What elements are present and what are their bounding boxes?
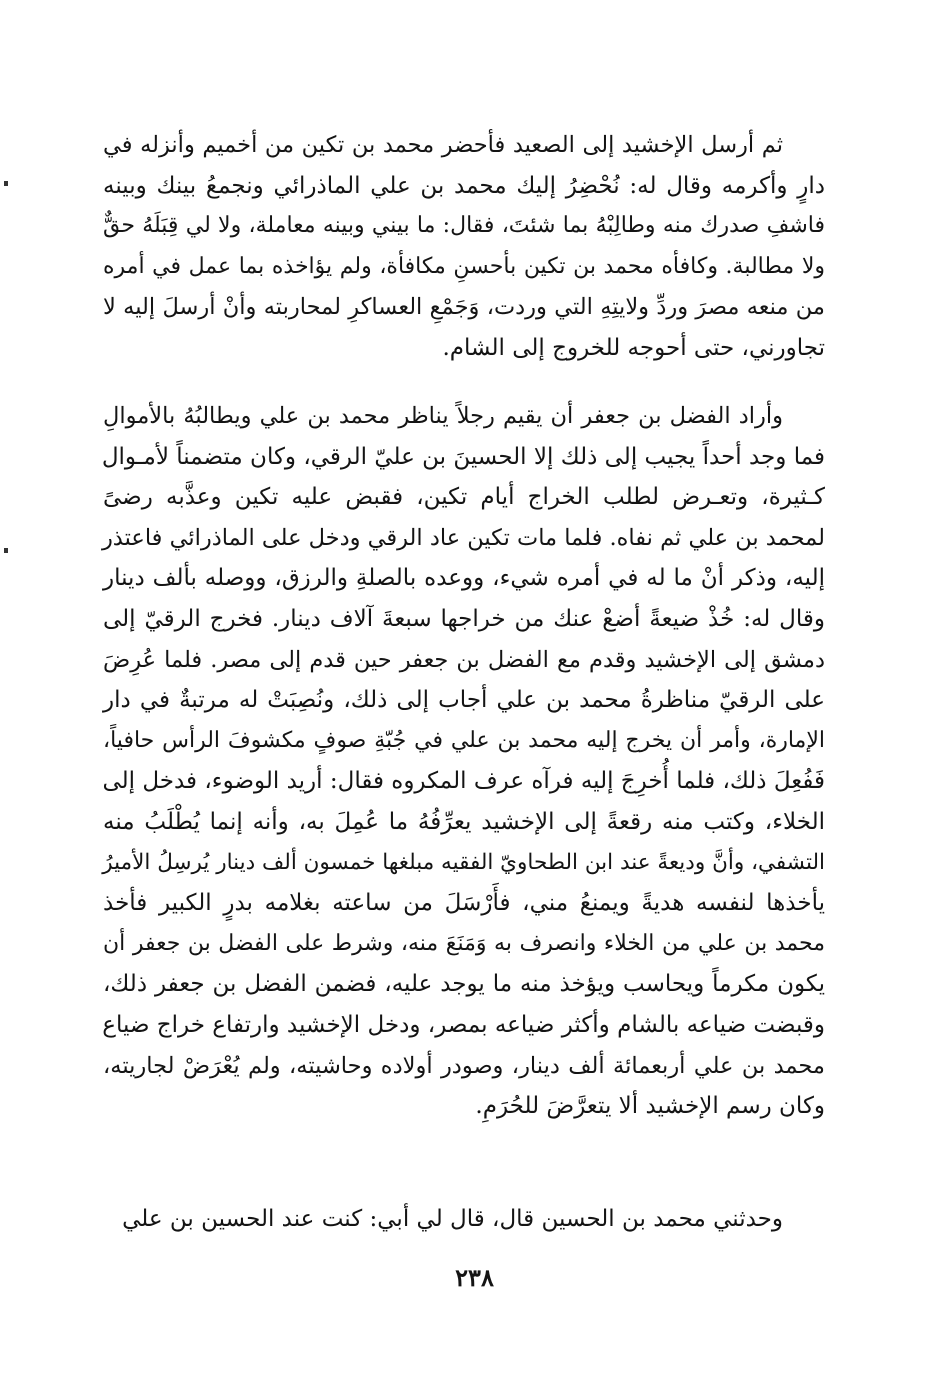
- text-line: يأخذها لنفسه هديةً ويمنعُ مني، فأَرْسَلَ من ساعته بغلامه بدرٍ الكبير فأخذ: [103, 890, 825, 917]
- text-line: إليه، وذكر أنْ ما له في أمره شيء، ووعده بالصلةِ والرزق، ووصله بألف دينار: [103, 565, 825, 592]
- text-line: لمحمد بن علي ثم نفاه. فلما مات تكين عاد الرقي ودخل على الماذرائي فاعتذر: [101, 524, 825, 551]
- text-line: فما وجد أحداً يجيب إلى ذلك إلا الحسينَ بن عليّ الرقي، وكان متضمناً لأمـوال: [101, 443, 825, 470]
- text-line: ولا مطالبة. وكافأه محمد بن تكين بأحسنِ مكافأة، ولم يؤاخذه بما عمل في أمره: [103, 253, 825, 279]
- scan-edge-mark: [4, 548, 8, 553]
- page-number: ٢٣٨: [455, 1263, 494, 1292]
- text-line: محمد بن علي أربعمائة ألف دينار، وصودر أولاده وحاشيته، ولم يُعْرَضْ لجاريته،: [103, 1052, 825, 1079]
- text-line: وحدثني محمد بن الحسين قال، قال لي أبي: كنت عند الحسين بن علي: [122, 1206, 783, 1232]
- text-line: الإمارة، وأمر أن يخرج إليه محمد بن علي في جُبّةِ صوفٍ مكشوفَ الرأس حافياً،: [103, 727, 825, 753]
- paragraph-1: [103, 125, 825, 369]
- text-line: وقال له: خُذْ ضيعةً أضعْ عنك من خراجها سبعةَ آلاف دينار. فخرج الرقيّ إلى: [103, 605, 825, 632]
- text-line: من منعه مصرَ وردِّ ولايتِهِ التي وردت، وَجَمْعِ العساكرِ لمحاربته وأنْ أرسلَ إليه لا: [103, 294, 825, 321]
- text-line: دمشق إلى الإخشيد وقدم مع الفضل بن جعفر حين قدم إلى مصر. فلما عُرِضَ: [103, 646, 825, 673]
- text-line: على الرقيّ مناظرةُ محمد بن علي أجاب إلى ذلك، ونُصِبَتْ له مرتبةٌ في دار: [103, 687, 825, 714]
- text-line: تجاورني، حتى أحوجه للخروج إلى الشام.: [442, 334, 825, 361]
- text-line: فاشفِ صدرك منه وطالِبْهُ بما شئتَ، فقال: ما بيني وبينه معاملة، ولا لي قِبَلَهُ حقٌّ: [103, 213, 825, 239]
- text-line: محمد بن علي من الخلاء وانصرف به وَمَنَعَ منه، وشرط على الفضل بن جعفر أن: [103, 930, 825, 956]
- text-line: فَفُعِلَ ذلك، فلما أُخرِجَ إليه فرآه عرف المكروه فقال: أريد الوضوء، فدخل إلى: [102, 768, 825, 795]
- paragraph-3: [103, 1199, 825, 1240]
- scan-edge-mark: [4, 181, 8, 186]
- text-line: وقبضت ضياعه بالشام وأكثر ضياعه بمصر، ودخل الإخشيد وارتفاع خراج ضياع: [102, 1011, 825, 1038]
- text-line: ثم أرسل الإخشيد إلى الصعيد فأحضر محمد بن تكين من أخميم وأنزله في: [103, 132, 783, 158]
- text-line: وكان رسم الإخشيد ألا يتعرَّضَ للحُرَمِ.: [475, 1093, 825, 1120]
- text-line: وأراد الفضل بن جعفر أن يقيم رجلاً يناظر محمد بن علي ويطالبُهُ بالأموالِ: [103, 403, 783, 429]
- text-line: دارٍ وأكرمه وقال له: نُحْضِرُ إليك محمد بن علي الماذرائي ونجمعُ بينك وبينه: [103, 172, 825, 199]
- paragraph-2: [103, 396, 825, 1127]
- text-line: كـثيرة، وتعـرض لطلب الخراج أيام تكين، فقبض عليه تكين وعذَّبه رضىً: [103, 484, 825, 511]
- text-line: الخلاء، وكتب منه رقعةً إلى الإخشيد يعرِّفُهُ ما عُمِلَ به، وأنه إنما يُطْلَبُ منه: [103, 808, 825, 835]
- text-line: يكون مكرماً ويحاسب ويؤخذ منه ما يوجد عليه، فضمن الفضل بن جعفر ذلك،: [103, 971, 825, 998]
- text-line: التشفي، وأنَّ وديعةً عند ابن الطحاويّ الفقيه مبلغها خمسون ألف دينار يُرسِلُ الأميرُ: [102, 849, 825, 875]
